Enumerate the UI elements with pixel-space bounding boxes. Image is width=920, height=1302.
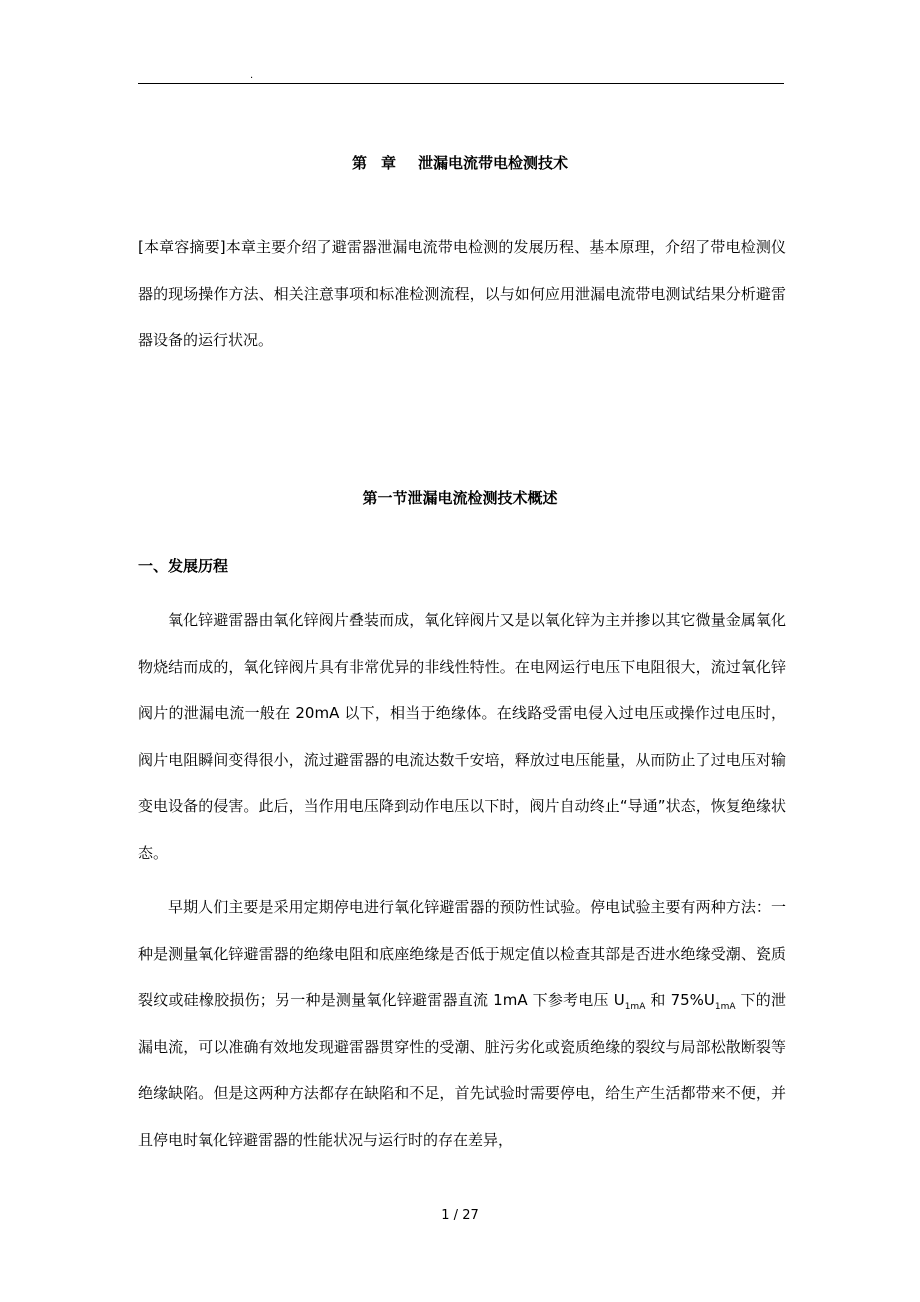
chapter-abstract: [本章容摘要]本章主要介绍了避雷器泄漏电流带电检测的发展历程、基本原理，介绍了带电检测仪器的现场操作方法、相关注意事项和标准检测流程，以与如何应用泄漏电流带电测试结果分析避雷器设备的运行状况。	[138, 238, 786, 349]
paragraph-2-part-2: 和 75%U	[645, 991, 715, 1009]
paragraph-1: 氧化锌避雷器由氧化锌阀片叠装而成，氧化锌阀片又是以氧化锌为主并掺以其它微量金属氧化物烧结而成的，氧化锌阀片具有非常优异的非线性特性。在电网运行电压下电阻很大，流过氧化锌阀片的泄漏电流一般在 20mA 以下，相当于绝缘体。在线路受雷电侵入过电压或操作过电压时，阀片电阻瞬间变得很小，流过避雷器的电流达数千安培，释放过电压能量，从而防止了过电压对输变电设备的侵害。此后，当作用电压降到动作电压以下时，阀片自动终止“导通”状态，恢复绝缘状态。	[138, 611, 786, 862]
current-page: 1	[441, 1208, 450, 1223]
page-separator: /	[453, 1208, 459, 1223]
section-title: 第一节泄漏电流检测技术概述	[362, 489, 558, 507]
chapter-word-1: 第	[351, 154, 367, 172]
page-number	[0, 1207, 920, 1225]
header-mark: .	[250, 70, 254, 81]
chapter-word-2: 章	[380, 154, 396, 172]
paragraph-2-part-1: 早期人们主要是采用定期停电进行氧化锌避雷器的预防性试验。停电试验主要有两种方法：一种是测量氧化锌避雷器的绝缘电阻和底座绝缘是否低于规定值以检查其部是否进水绝缘受潮、瓷质裂纹或硅橡胶损伤；另一种是测量氧化锌避雷器直流 1mA 下参考电压 U	[138, 898, 786, 1009]
subsection-heading: 一、发展历程	[138, 557, 229, 575]
subscript-1ma: 1mA	[624, 1002, 646, 1012]
header-rule	[138, 83, 784, 84]
paragraph-2	[138, 884, 786, 1163]
subscript-1ma-2: 1mA	[714, 1002, 736, 1012]
chapter-title	[0, 152, 920, 174]
chapter-title-text: 泄漏电流带电检测技术	[418, 154, 569, 172]
total-pages: 27	[462, 1208, 479, 1223]
paragraph-2-part-3: 下的泄漏电流，可以准确有效地发现避雷器贯穿性的受潮、脏污劣化或瓷质绝缘的裂纹与局部松散断裂等绝缘缺陷。但是这两种方法都存在缺陷和不足，首先试验时需要停电，给生产生活都带来不便，并且停电时氧化锌避雷器的性能状况与运行时的存在差异，	[138, 991, 787, 1149]
